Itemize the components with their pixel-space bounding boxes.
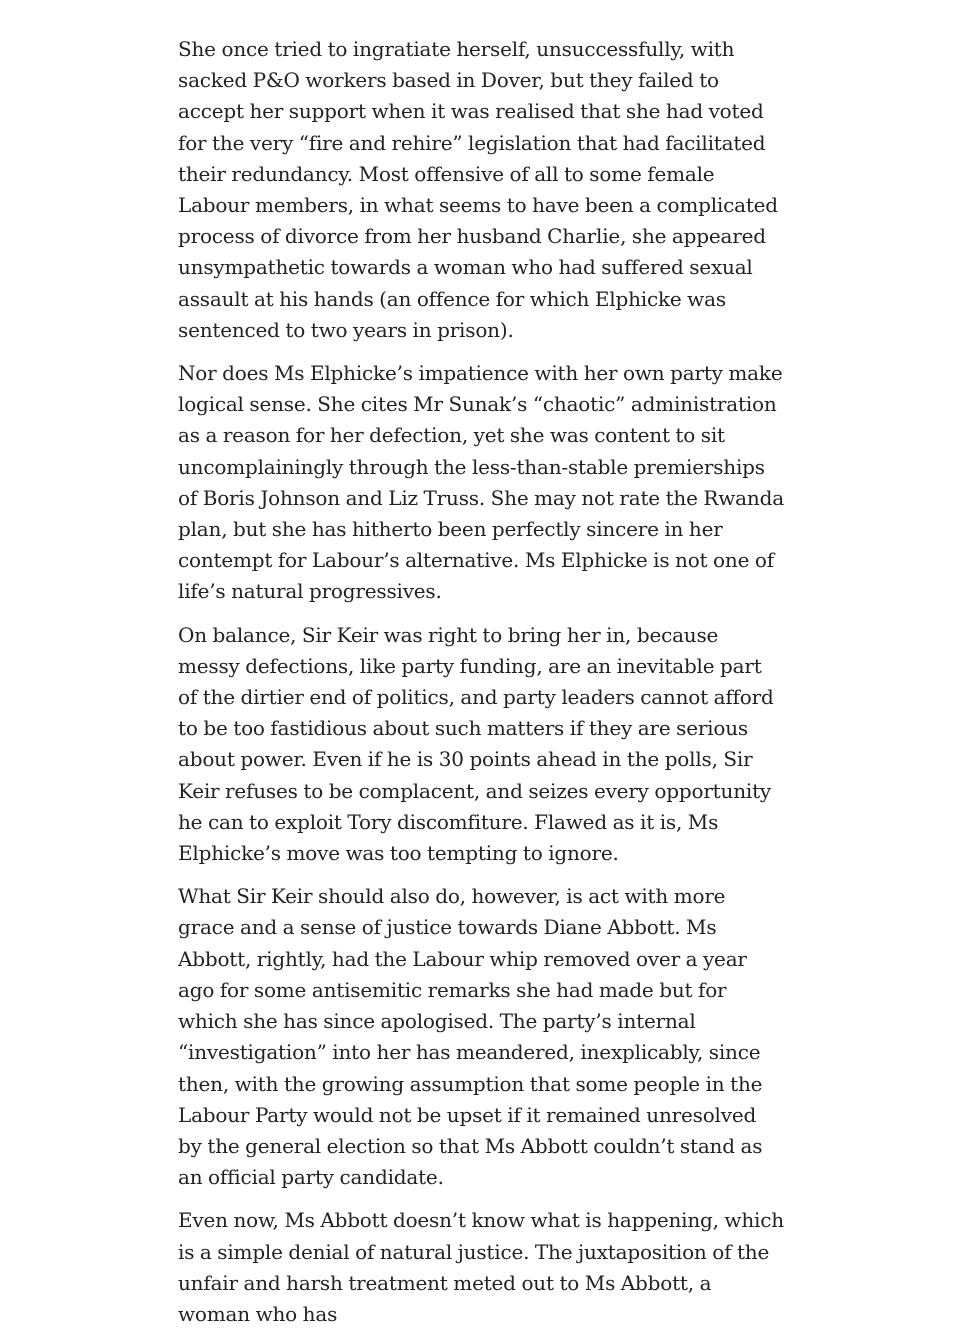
article-paragraph-4: What Sir Keir should also do, however, is act with more grace and a sense of justice towards Diane Abbott. Ms Abbott, rightly, had the Labour whip removed over a year ago for some antisemitic remarks she had made but for which she has since apologised. The party’s internal “investigation” into her has meandered, inexplicably, since then, with the growing assumption that some people in the Labour Party would not be upset if it remained unresolved by the general election so that Ms Abbott couldn’t stand as an official party candidate. <box>178 884 763 1190</box>
article-paragraph-5: Even now, Ms Abbott doesn’t know what is happening, which is a simple denial of natural justice. The juxtaposition of the unfair and harsh treatment meted out to Ms Abbott, a woman who has <box>178 1208 784 1326</box>
article-paragraph-2: Nor does Ms Elphicke’s impatience with her own party make logical sense. She cites Mr Sunak’s “chaotic” administration as a reason for her defection, yet she was content to sit uncomplainingly through the less-than-stable premierships of Boris Johnson and Liz Truss. She may not rate the Rwanda plan, but she has hitherto been perfectly sincere in her contempt for Labour’s alternative. Ms Elphicke is not one of life’s natural progressives. <box>178 361 784 604</box>
article-paragraph-1: She once tried to ingratiate herself, unsuccessfully, with sacked P&O workers based in Dover, but they failed to accept her support when it was realised that she had voted for the very “fire and rehire” legislation that had facilitated their redundancy. Most offensive of all to some female Labour members, in what seems to have been a complicated process of divorce from her husband Charlie, she appeared unsympathetic towards a woman who had suffered sexual assault at his hands (an offence for which Elphicke was sentenced to two years in prison). <box>178 37 778 342</box>
article-body <box>178 34 784 1342</box>
article-paragraph-3: On balance, Sir Keir was right to bring her in, because messy defections, like party funding, are an inevitable part of the dirtier end of politics, and party leaders cannot afford to be too fastidious about such matters if they are serious about power. Even if he is 30 points ahead in the polls, Sir Keir refuses to be complacent, and seizes every opportunity he can to exploit Tory discomfiture. Flawed as it is, Ms Elphicke’s move was too tempting to ignore. <box>178 622 774 866</box>
